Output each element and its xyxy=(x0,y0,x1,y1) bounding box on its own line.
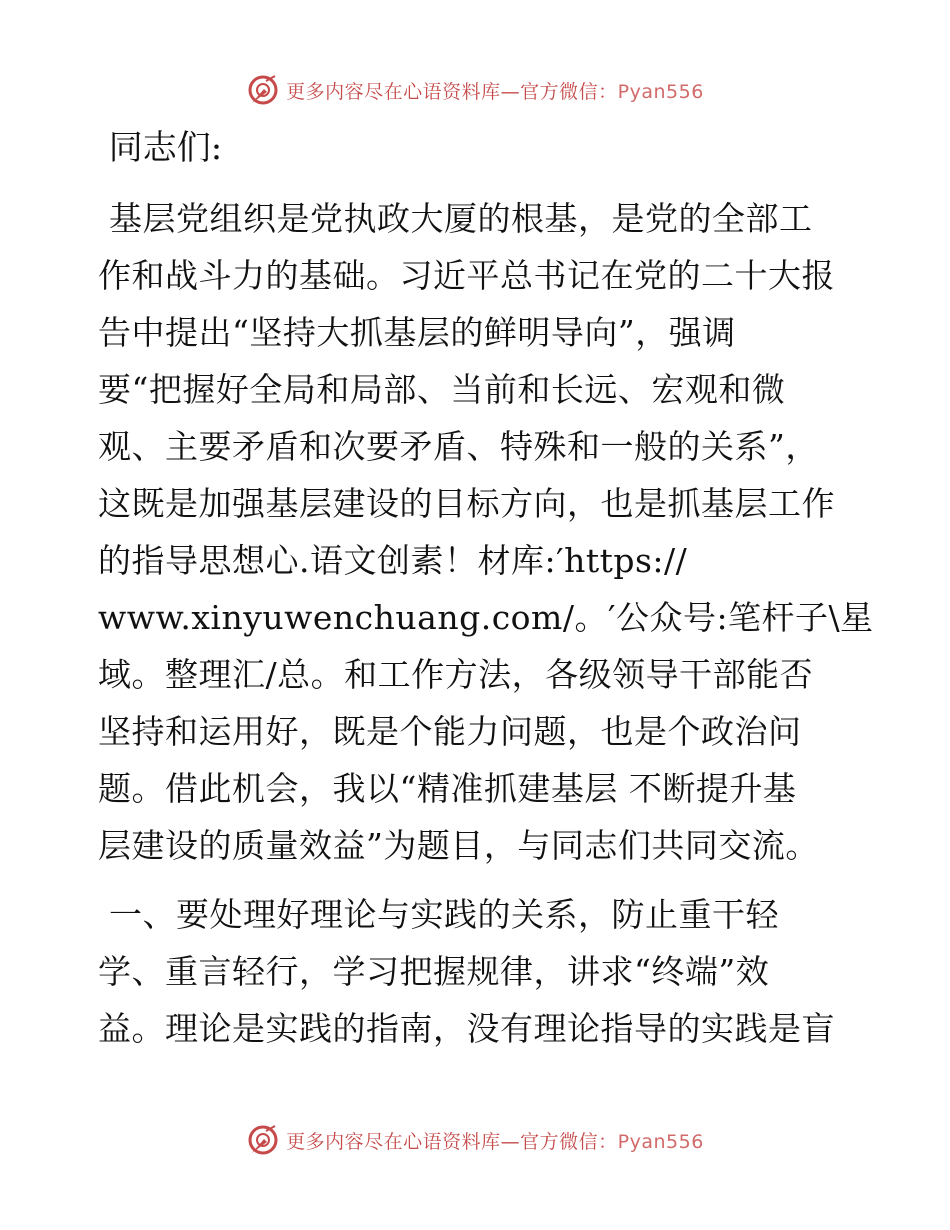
banner-text: 更多内容尽在心语资料库—官方微信：Pyan556 xyxy=(286,1130,704,1153)
text-line: 益。理论是实践的指南，没有理论指导的实践是盲 xyxy=(98,1009,835,1048)
pen-circle-logo-icon xyxy=(246,1123,280,1157)
text-line: 要“把握好全局和局部、当前和长远、宏观和微 xyxy=(98,370,786,409)
paragraph-section-one xyxy=(98,886,858,1057)
greeting: 同志们: xyxy=(98,128,223,168)
text-line: 基层党组织是党执政大厦的根基，是党的全部工 xyxy=(98,199,813,238)
text-line: 一、要处理好理论与实践的关系，防止重干轻 xyxy=(98,895,779,934)
header-banner xyxy=(0,70,950,110)
text-line: 题。借此机会，我以“精准抓建基层 不断提升基 xyxy=(98,769,797,808)
text-line: 观、主要矛盾和次要矛盾、特殊和一般的关系”， xyxy=(98,427,819,466)
pen-circle-logo-icon xyxy=(246,73,280,107)
paragraph-intro xyxy=(98,190,874,874)
banner-text: 更多内容尽在心语资料库—官方微信：Pyan556 xyxy=(286,80,704,103)
text-line: 坚持和运用好，既是个能力问题，也是个政治问 xyxy=(98,712,802,751)
text-line: 学、重言轻行，学习把握规律，讲求“终端”效 xyxy=(98,952,770,991)
wechat-id: Pyan556 xyxy=(617,1130,704,1153)
document-body xyxy=(98,118,874,1057)
wechat-id: Pyan556 xyxy=(617,80,704,103)
text-line: 作和战斗力的基础。习近平总书记在党的二十大报 xyxy=(98,256,835,295)
text-line: 域。整理汇/总。和工作方法，各级领导干部能否 xyxy=(98,655,814,694)
text-line: 告中提出“坚持大抓基层的鲜明导向”，强调 xyxy=(98,313,736,352)
text-line: 层建设的质量效益”为题目，与同志们共同交流。 xyxy=(98,826,819,865)
text-line: www.xinyuwenchuang.com/。′公众号:笔杆子\星 xyxy=(98,598,874,637)
text-line: 的指导思想心.语文创素！材库:′https:// xyxy=(98,541,688,580)
footer-banner xyxy=(0,1120,950,1160)
text-line: 这既是加强基层建设的目标方向，也是抓基层工作 xyxy=(98,484,835,523)
